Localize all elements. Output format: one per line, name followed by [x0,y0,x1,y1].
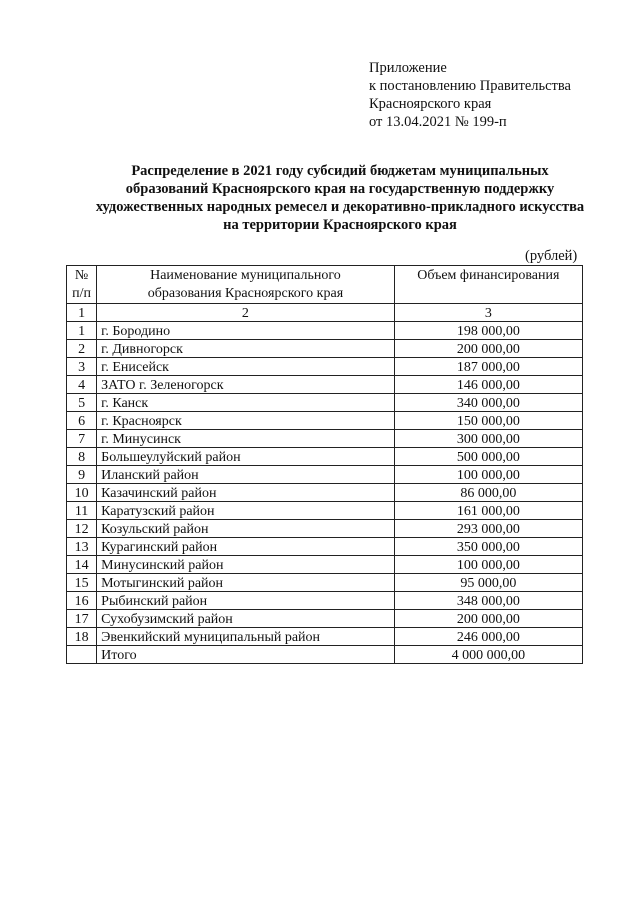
row-municipality: Казачинский район [97,484,395,502]
header-municipality-line-2: образования Красноярского края [147,286,344,301]
row-amount: 100 000,00 [394,466,582,484]
header-amount: Объем финансирования [394,266,582,304]
row-number: 9 [67,466,97,484]
header-municipality-line-1: Наименование муниципального [150,268,341,283]
row-number: 5 [67,394,97,412]
table-row [67,484,583,502]
column-number-1: 1 [67,304,97,322]
row-municipality: г. Бородино [97,322,395,340]
row-number: 10 [67,484,97,502]
row-number: 15 [67,574,97,592]
table-row [67,502,583,520]
row-number: 7 [67,430,97,448]
table-row [67,610,583,628]
table-header-row [67,266,583,304]
row-amount: 198 000,00 [394,322,582,340]
total-amount: 4 000 000,00 [394,646,582,664]
row-municipality: Мотыгинский район [97,574,395,592]
table-row [67,574,583,592]
row-amount: 187 000,00 [394,358,582,376]
document-title [90,162,590,234]
row-number: 2 [67,340,97,358]
row-number: 16 [67,592,97,610]
table-row [67,448,583,466]
table-row [67,466,583,484]
row-municipality: Козульский район [97,520,395,538]
row-amount: 293 000,00 [394,520,582,538]
row-municipality: г. Минусинск [97,430,395,448]
row-municipality: ЗАТО г. Зеленогорск [97,376,395,394]
row-municipality: Эвенкийский муниципальный район [97,628,395,646]
subsidy-table [66,265,583,664]
row-municipality: г. Красноярск [97,412,395,430]
row-number: 18 [67,628,97,646]
column-number-3: 3 [394,304,582,322]
row-number: 1 [67,322,97,340]
table-row [67,358,583,376]
row-municipality: Иланский район [97,466,395,484]
appendix-block [369,59,571,131]
row-amount: 500 000,00 [394,448,582,466]
appendix-line-1: Приложение [369,60,447,76]
column-numbers-row [67,304,583,322]
table-row [67,430,583,448]
row-municipality: г. Енисейск [97,358,395,376]
row-municipality: Рыбинский район [97,592,395,610]
row-amount: 86 000,00 [394,484,582,502]
row-number: 11 [67,502,97,520]
row-municipality: Большеулуйский район [97,448,395,466]
row-municipality: г. Дивногорск [97,340,395,358]
title-line-2: образований Красноярского края на государственную поддержку [125,181,555,197]
row-amount: 246 000,00 [394,628,582,646]
table-row [67,592,583,610]
row-municipality: г. Канск [97,394,395,412]
row-municipality: Минусинский район [97,556,395,574]
row-amount: 350 000,00 [394,538,582,556]
row-number: 4 [67,376,97,394]
row-amount: 146 000,00 [394,376,582,394]
row-municipality: Курагинский район [97,538,395,556]
row-number: 3 [67,358,97,376]
appendix-line-4: от 13.04.2021 № 199-п [369,114,507,130]
table-row [67,412,583,430]
total-row [67,646,583,664]
row-amount: 95 000,00 [394,574,582,592]
row-municipality: Каратузский район [97,502,395,520]
table-row [67,538,583,556]
row-number: 8 [67,448,97,466]
row-number: 14 [67,556,97,574]
table-row [67,628,583,646]
row-amount: 150 000,00 [394,412,582,430]
total-label: Итого [97,646,395,664]
table-row [67,340,583,358]
appendix-line-2: к постановлению Правительства [369,78,571,94]
row-amount: 340 000,00 [394,394,582,412]
row-amount: 161 000,00 [394,502,582,520]
header-municipality [97,266,395,304]
row-amount: 300 000,00 [394,430,582,448]
row-amount: 200 000,00 [394,340,582,358]
row-amount: 100 000,00 [394,556,582,574]
total-number [67,646,97,664]
row-number: 6 [67,412,97,430]
title-line-1: Распределение в 2021 году субсидий бюджетам муниципальных [131,163,549,179]
table-row [67,376,583,394]
title-line-4: на территории Красноярского края [223,217,457,233]
header-number [67,266,97,304]
appendix-line-3: Красноярского края [369,96,492,112]
row-number: 17 [67,610,97,628]
row-number: 13 [67,538,97,556]
table-row [67,556,583,574]
row-municipality: Сухобузимский район [97,610,395,628]
row-number: 12 [67,520,97,538]
table-row [67,394,583,412]
header-number-line-2: п/п [72,286,92,301]
row-amount: 348 000,00 [394,592,582,610]
table-row [67,322,583,340]
units-label: (рублей) [525,248,578,264]
header-number-line-1: № [74,268,89,283]
row-amount: 200 000,00 [394,610,582,628]
table-row [67,520,583,538]
column-number-2: 2 [97,304,395,322]
title-line-3: художественных народных ремесел и декоративно-прикладного искусства [95,199,585,215]
